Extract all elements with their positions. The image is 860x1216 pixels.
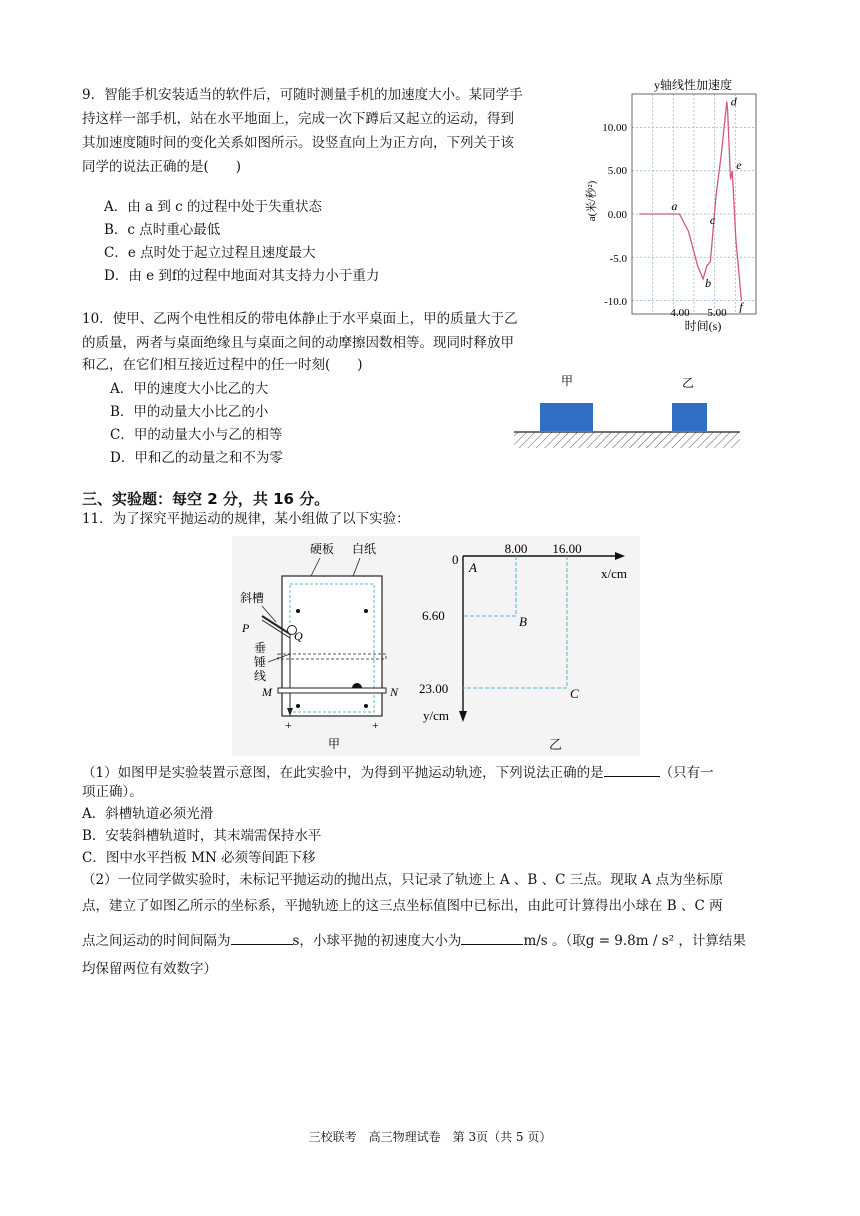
point-label-f: f [739, 299, 743, 314]
point-label-e: e [736, 157, 742, 172]
block-yi [672, 403, 707, 431]
q11-apparatus-figure [232, 536, 432, 756]
q10-line-2: 的质量，两者与桌面绝缘且与桌面之间的动摩擦因数相等。现同时释放甲 [82, 335, 514, 351]
q11-part2-line-4: 均保留两位有效数字） [82, 961, 217, 977]
block-jia [540, 403, 593, 431]
xtick-label: 5.00 [707, 307, 727, 319]
y-tick-6-60: 6.60 [422, 608, 445, 623]
q11-part1-option-b: B．安装斜槽轨道时，其末端需保持水平 [82, 828, 322, 844]
x-tick-16: 16.00 [552, 541, 582, 556]
q10-blocks-figure [512, 370, 744, 450]
q11-part1-option-a: A．斜槽轨道必须光滑 [82, 806, 214, 822]
q11-coordinate-figure [415, 536, 640, 756]
y-axis-label: a(米/秒²) [586, 180, 598, 222]
hard-board [282, 576, 382, 716]
x-axis-label: x/cm [601, 566, 627, 581]
answer-blank-2[interactable] [231, 930, 293, 945]
x-axis-label: 时间(s) [684, 319, 722, 333]
point-n-label: N [390, 685, 399, 699]
answer-blank-3[interactable] [461, 930, 523, 945]
board-label: 硬板 [310, 542, 335, 556]
point-a-label: A [469, 560, 477, 575]
ytick-label: -5.0 [609, 253, 627, 265]
point-q-label: Q [294, 629, 303, 643]
answer-blank-1[interactable] [604, 762, 660, 777]
q11-part1-option-c: C．图中水平挡板 MN 必须等间距下移 [82, 850, 316, 866]
q9-option-b: B．c 点时重心最低 [104, 222, 221, 238]
q11-part2-line-3: 点之间运动的时间间隔为 s，小球平抛的初速度大小为 m/s 。（取g = 9.8m / s² ，计算结果 [82, 930, 746, 950]
figure-yi-caption: 乙 [549, 738, 563, 753]
q9-option-c: C．e 点时处于起立过程且速度最大 [104, 245, 316, 261]
figure-jia-caption: 甲 [328, 737, 341, 751]
q9-line-3: 其加速度随时间的变化关系如图所示。设竖直向上为正方向，下列关于该 [82, 135, 514, 151]
acceleration-chart [575, 76, 765, 336]
baffle-mn [278, 688, 386, 693]
ytick-label: 5.00 [607, 165, 627, 177]
ytick-label: 0.00 [607, 209, 627, 221]
q9-line-1: 9．智能手机安装适当的软件后，可随时测量手机的加速度大小。某同学手 [82, 87, 523, 103]
x-tick-8: 8.00 [504, 541, 528, 556]
q10-option-a: A．甲的速度大小比乙的大 [110, 381, 269, 397]
point-p-label: P [242, 621, 250, 635]
block-jia-label: 甲 [560, 374, 574, 388]
q11-part2-line-1: （2）一位同学做实验时，未标记平抛运动的抛出点，只记录了轨迹上 A 、B 、C 三点。现取 A 点为坐标原 [82, 872, 724, 888]
block-yi-label: 乙 [681, 376, 695, 390]
paper-label: 白纸 [352, 542, 377, 556]
point-label-a: a [671, 199, 678, 213]
ytick-label: -10.0 [604, 296, 627, 308]
q9-line-4: 同学的说法正确的是( ) [82, 159, 242, 175]
table-surface-hatch [514, 432, 740, 448]
q11-intro: 11．为了探究平抛运动的规律，某小组做了以下实验： [82, 511, 410, 527]
y-axis-label: y/cm [423, 708, 449, 723]
plumb-label-2: 锤 [254, 655, 267, 669]
q10-option-c: C．甲的动量大小与乙的相等 [110, 427, 283, 443]
point-label-d: d [730, 94, 737, 109]
chart-title: y轴线性加速度 [653, 78, 733, 92]
point-label-b: b [705, 275, 712, 290]
point-c-label: C [570, 686, 579, 701]
q11-part1-line-1: （1）如图甲是实验装置示意图，在此实验中，为得到平抛运动轨迹，下列说法正确的是 （只有一 [82, 762, 714, 782]
point-label-c: c [709, 213, 716, 227]
q10-option-d: D．甲和乙的动量之和不为零 [110, 450, 283, 466]
q10-line-1: 10．使甲、乙两个电性相反的带电体静止于水平桌面上，甲的质量大于乙 [82, 311, 518, 327]
q11-part1-line-2: 项正确）。 [82, 784, 143, 800]
q9-line-2: 持这样一部手机，站在水平地面上，完成一次下蹲后又起立的运动，得到 [82, 111, 514, 127]
ytick-label: 10.00 [602, 122, 627, 134]
y-tick-23-00: 23.00 [419, 681, 449, 696]
screw-left: + [285, 718, 292, 732]
chute-label: 斜槽 [240, 591, 265, 605]
chart-grid [632, 94, 756, 314]
plumb-label-3: 线 [254, 669, 267, 683]
q10-line-3: 和乙，在它们相互接近过程中的任一时刻( ) [82, 357, 363, 373]
section-3-title: 三、实验题：每空 2 分，共 16 分。 [82, 490, 330, 508]
q9-option-d: D．由 e 到f的过程中地面对其支持力小于重力 [104, 268, 380, 284]
point-b-label: B [519, 614, 527, 629]
q9-option-a: A．由 a 到 c 的过程中处于失重状态 [104, 199, 323, 215]
acceleration-series-line [639, 102, 741, 301]
q10-option-b: B．甲的动量大小比乙的小 [110, 404, 269, 420]
origin-label: 0 [452, 552, 459, 567]
plumb-label-1: 垂 [254, 641, 267, 655]
point-m-label: M [262, 685, 272, 699]
xtick-label: 4.00 [670, 307, 690, 319]
q11-part2-line-2: 点，建立了如图乙所示的坐标系，平抛轨迹上的这三点坐标值图中已标出，由此可计算得出小球在 B 、C 两 [82, 898, 723, 914]
screw-right: + [372, 718, 379, 732]
page-footer: 三校联考 高三物理试卷 第 3页（共 5 页） [308, 1130, 552, 1144]
